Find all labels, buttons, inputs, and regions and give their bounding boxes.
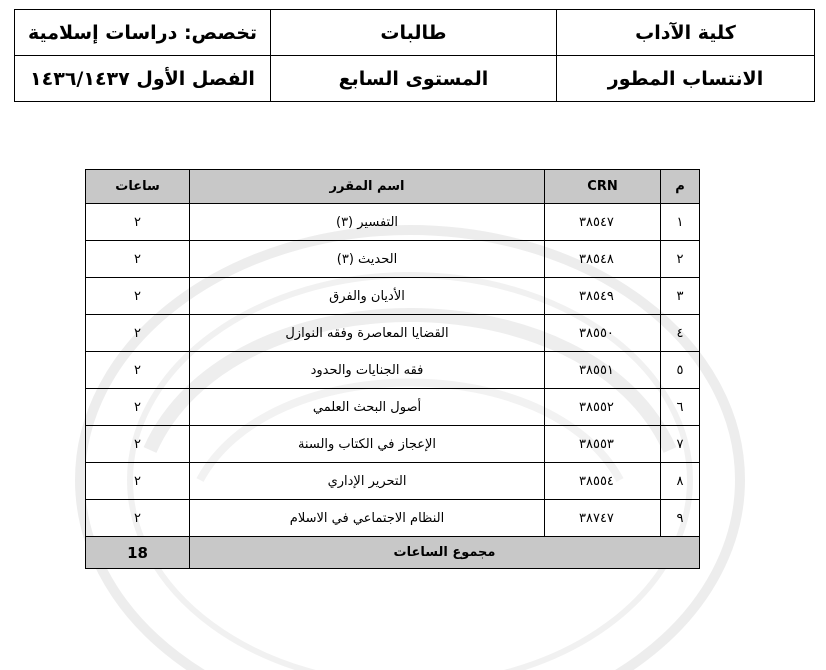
table-row [86, 278, 700, 315]
course-number: ٨ [661, 463, 700, 500]
course-name: فقه الجنايات والحدود [190, 352, 545, 389]
course-hours: ٢ [86, 463, 190, 500]
course-hours: ٢ [86, 241, 190, 278]
course-number: ١ [661, 204, 700, 241]
total-hours-value: 18 [86, 537, 190, 569]
level-cell: المستوى السابع [271, 56, 557, 102]
courses-table [85, 169, 700, 569]
column-header-crn: CRN [545, 170, 661, 204]
course-crn: ٣٨٥٥٢ [545, 389, 661, 426]
course-number: ٩ [661, 500, 700, 537]
course-crn: ٣٨٥٥٠ [545, 315, 661, 352]
course-hours: ٢ [86, 426, 190, 463]
column-header-num: م [661, 170, 700, 204]
course-name: التفسير (٣) [190, 204, 545, 241]
course-crn: ٣٨٥٥٤ [545, 463, 661, 500]
course-number: ٥ [661, 352, 700, 389]
table-row [86, 500, 700, 537]
course-hours: ٢ [86, 278, 190, 315]
course-hours: ٢ [86, 500, 190, 537]
table-row [86, 204, 700, 241]
table-row [86, 352, 700, 389]
course-name: أصول البحث العلمي [190, 389, 545, 426]
program-info-table [14, 9, 815, 102]
column-header-hours: ساعات [86, 170, 190, 204]
info-row [15, 10, 815, 56]
course-crn: ٣٨٥٥١ [545, 352, 661, 389]
course-number: ٦ [661, 389, 700, 426]
column-header-name: اسم المقرر [190, 170, 545, 204]
course-crn: ٣٨٥٤٩ [545, 278, 661, 315]
course-hours: ٢ [86, 389, 190, 426]
program-cell: الانتساب المطور [557, 56, 815, 102]
course-number: ٢ [661, 241, 700, 278]
table-row [86, 241, 700, 278]
total-hours-label: مجموع الساعات [190, 537, 700, 569]
table-row [86, 389, 700, 426]
table-row [86, 315, 700, 352]
faculty-cell: كلية الآداب [557, 10, 815, 56]
info-row [15, 56, 815, 102]
courses-header-row [86, 170, 700, 204]
students-cell: طالبات [271, 10, 557, 56]
course-crn: ٣٨٧٤٧ [545, 500, 661, 537]
course-hours: ٢ [86, 352, 190, 389]
course-name: الأديان والفرق [190, 278, 545, 315]
table-row [86, 426, 700, 463]
course-name: التحرير الإداري [190, 463, 545, 500]
table-row [86, 463, 700, 500]
course-name: القضايا المعاصرة وفقه النوازل [190, 315, 545, 352]
course-name: الإعجاز في الكتاب والسنة [190, 426, 545, 463]
total-row [86, 537, 700, 569]
course-number: ٤ [661, 315, 700, 352]
semester-cell: الفصل الأول ١٤٣٦/١٤٣٧ [15, 56, 271, 102]
specialization-cell: تخصص: دراسات إسلامية [15, 10, 271, 56]
course-name: النظام الاجتماعي في الاسلام [190, 500, 545, 537]
course-crn: ٣٨٥٥٣ [545, 426, 661, 463]
course-name: الحديث (٣) [190, 241, 545, 278]
course-crn: ٣٨٥٤٧ [545, 204, 661, 241]
course-hours: ٢ [86, 315, 190, 352]
course-crn: ٣٨٥٤٨ [545, 241, 661, 278]
course-hours: ٢ [86, 204, 190, 241]
course-number: ٣ [661, 278, 700, 315]
course-number: ٧ [661, 426, 700, 463]
